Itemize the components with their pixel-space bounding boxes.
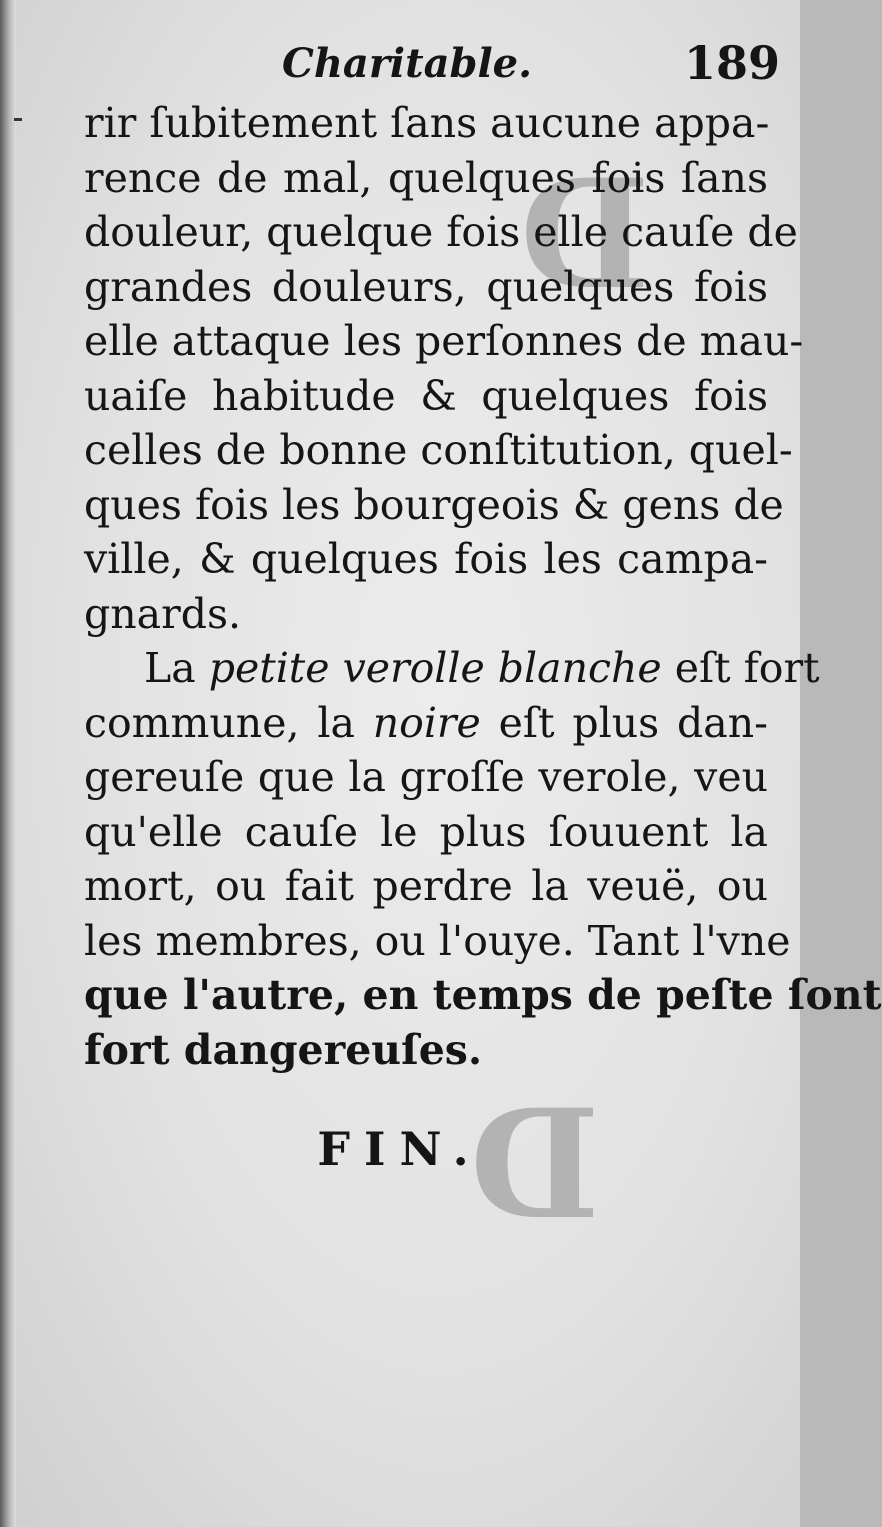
- text-line: ville, & quelques fois les campa-: [84, 535, 768, 583]
- text-segment: eſt plus dan-: [480, 698, 768, 747]
- text-line: ques fois les bourgeois & gens de: [84, 480, 784, 529]
- text-segment: commune, la: [84, 698, 373, 747]
- italic-term: petite verolle blanche: [208, 644, 662, 692]
- body-text: [84, 96, 882, 1077]
- bleed-initial-2: D: [469, 1077, 600, 1253]
- text-segment: eſt fort: [661, 644, 820, 692]
- text-segment: La: [144, 644, 209, 692]
- text-line: elle attaque les perſonnes de mau-: [84, 317, 804, 365]
- text-line: mort, ou fait perdre la veuë, ou: [84, 862, 768, 910]
- text-line: qu'elle cauſe le plus ſouuent la: [84, 807, 768, 856]
- text-line: rir ſubitement ſans aucune appa-: [84, 99, 770, 147]
- text-line: [84, 696, 768, 751]
- page-number: 189: [684, 36, 781, 90]
- text-line: uaiſe habitude & quelques fois: [84, 371, 768, 420]
- text-line: que l'autre, en temps de peſte ſont: [84, 971, 882, 1019]
- text-line: rence de mal, quelques fois ſans: [84, 153, 768, 202]
- text-line: gereuſe que la groſſe verole, veu: [84, 753, 768, 801]
- text-line: fort dangereuſes.: [84, 1025, 483, 1074]
- text-line: [84, 641, 820, 696]
- text-line: douleur, quelque fois elle cauſe de: [84, 208, 798, 256]
- fin-colophon: FIN.: [317, 1122, 483, 1176]
- italic-term: noire: [372, 698, 481, 747]
- text-line: gnards.: [84, 589, 242, 638]
- running-title: Charitable.: [282, 40, 533, 87]
- page-header: [0, 36, 800, 96]
- bleed-initial-1: D: [520, 147, 651, 323]
- text-line: les membres, ou l'ouye. Tant l'vne: [84, 916, 791, 965]
- text-line: celles de bonne conſtitution, quel-: [84, 426, 793, 474]
- text-line: grandes douleurs, quelques fois: [84, 262, 768, 311]
